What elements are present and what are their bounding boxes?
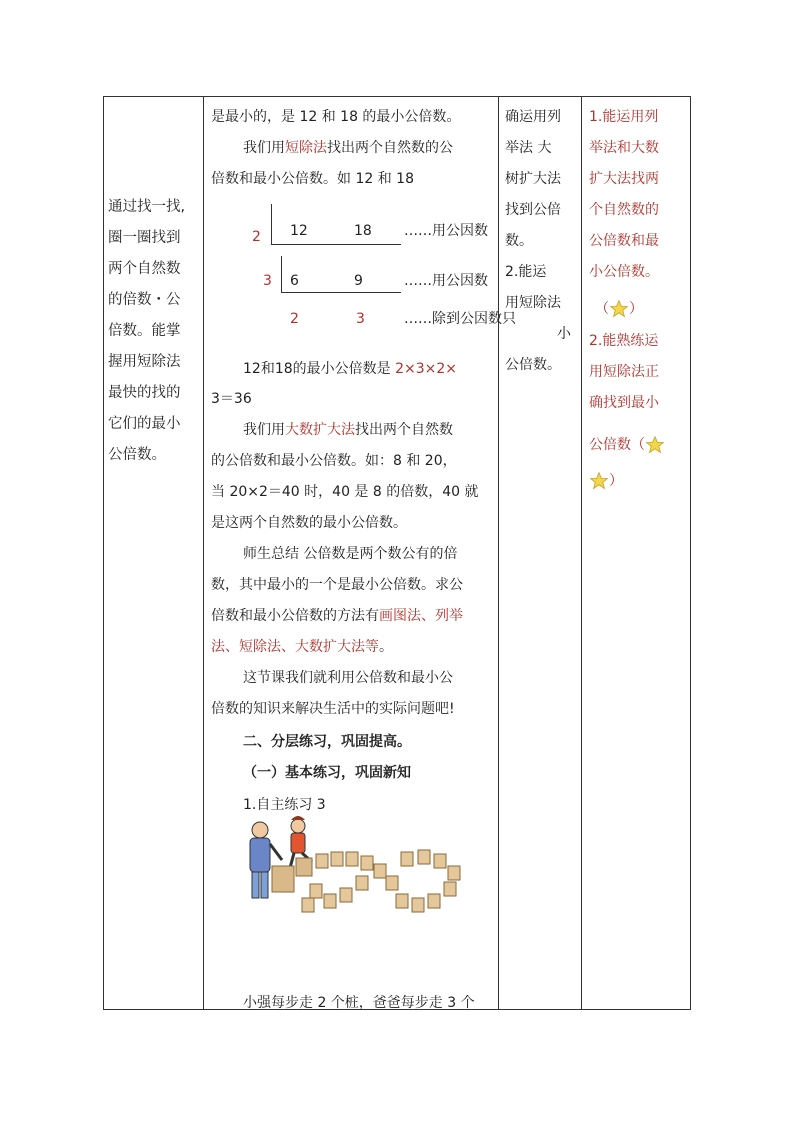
stump-icon xyxy=(374,864,386,878)
paragraph-line: 的公倍数和最小公倍数。如：8 和 20， xyxy=(211,453,457,469)
result-expression: 2×3×2× xyxy=(395,361,458,377)
stump-icon xyxy=(302,898,314,912)
goal-line: 公倍数。 xyxy=(108,447,166,463)
stump-icon xyxy=(324,894,336,908)
method-line: 用短除法 xyxy=(505,295,561,311)
goal-line: 握用短除法 xyxy=(108,354,181,370)
goal-line: 两个自然数 xyxy=(108,261,181,277)
short-division-line: 倍数和最小公倍数。如 12 和 18 xyxy=(211,171,414,187)
stump-icon xyxy=(356,876,368,890)
column-divider xyxy=(581,96,582,1010)
exercise-text: 小强每步走 2 个桩，爸爸每步走 3 个 xyxy=(243,995,475,1011)
objective-line: 扩大法找两 xyxy=(589,171,659,187)
final-quotient: 2 xyxy=(290,311,299,327)
division-bracket xyxy=(281,292,401,293)
methods-term: 画图法、列举 xyxy=(379,608,463,624)
stepping-stumps-illustration xyxy=(236,814,468,914)
result-line: 3＝36 xyxy=(211,391,252,407)
divisor: 2 xyxy=(252,229,261,245)
stump-icon xyxy=(361,856,373,870)
method-line: 公倍数。 xyxy=(505,357,561,373)
rating-paren: 公倍数（ xyxy=(589,430,665,461)
stump-icon xyxy=(296,858,312,876)
summary-paragraph: 师生总结 公倍数是两个数公有的倍 xyxy=(243,546,458,562)
stump-icon xyxy=(428,894,440,908)
stump-icon xyxy=(316,854,328,868)
paragraph-line: 法、短除法、大数扩大法等。 xyxy=(211,639,393,655)
stump-icon xyxy=(434,854,446,868)
objective-line: 个自然数的 xyxy=(589,202,659,218)
goal-line: 通过找一找, xyxy=(108,199,186,215)
objective-line: 小公倍数。 xyxy=(589,264,659,280)
quotient: 9 xyxy=(354,273,363,289)
star-icon xyxy=(589,471,609,491)
stump-icon xyxy=(401,852,413,866)
goal-column xyxy=(108,192,198,471)
division-note: ……用公因数 xyxy=(404,223,488,239)
division-bracket xyxy=(271,204,272,244)
dividend: 18 xyxy=(354,223,372,239)
stump-icon xyxy=(396,894,408,908)
objective-line: 2.能熟练运 xyxy=(589,333,659,349)
stump-icon xyxy=(346,852,358,866)
column-divider xyxy=(203,96,204,1010)
big-number-term: 大数扩大法 xyxy=(285,422,355,438)
paragraph-line: 倍数和最小公倍数的方法有画图法、列举 xyxy=(211,608,463,624)
goal-line: 的倍数・公 xyxy=(108,292,181,308)
rating-paren: ） xyxy=(589,466,623,497)
objective-line: 举法和大数 xyxy=(589,140,659,156)
paragraph-line: 数，其中最小的一个是最小公倍数。求公 xyxy=(211,577,463,593)
quotient: 6 xyxy=(290,273,299,289)
method-line: 举法 大 xyxy=(505,140,552,156)
objective-line: 1.能运用列 xyxy=(589,109,659,125)
objective-line: 公倍数和最 xyxy=(589,233,659,249)
star-icon xyxy=(609,299,629,319)
division-bracket xyxy=(281,256,282,292)
paragraph-line: 倍数的知识来解决生活中的实际问题吧! xyxy=(211,701,455,717)
paragraph-line: 当 20×2＝40 时，40 是 8 的倍数，40 就 xyxy=(211,484,479,500)
short-division-paragraph: 我们用短除法找出两个自然数的公 xyxy=(243,140,453,156)
method-line: 确运用列 xyxy=(505,109,561,125)
paragraph-line: 是这两个自然数的最小公倍数。 xyxy=(211,515,407,531)
intro-line: 是最小的，是 12 和 18 的最小公倍数。 xyxy=(211,109,461,125)
method-line: 数。 xyxy=(505,233,533,249)
big-number-paragraph: 我们用大数扩大法找出两个自然数 xyxy=(243,422,453,438)
stump-icon xyxy=(412,898,424,912)
objective-line: 用短除法正 xyxy=(589,364,659,380)
method-line: 小 xyxy=(557,326,571,342)
stump-icon xyxy=(272,866,294,892)
result-line: 12和18的最小公倍数是 2×3×2× xyxy=(243,361,458,377)
method-line: 找到公倍 xyxy=(505,202,561,218)
goal-line: 圈一圈找到 xyxy=(108,230,181,246)
section-heading: 二、分层练习，巩固提高。 xyxy=(243,734,411,750)
stump-icon xyxy=(448,866,460,880)
divisor: 3 xyxy=(263,273,272,289)
stump-icon xyxy=(310,884,322,898)
goal-line: 它们的最小 xyxy=(108,416,181,432)
dividend: 12 xyxy=(290,223,308,239)
stump-icon xyxy=(444,882,456,896)
goal-line: 倍数。能掌 xyxy=(108,323,181,339)
exercise-label: 1.自主练习 3 xyxy=(243,797,326,813)
star-icon xyxy=(645,435,665,455)
method-line: 树扩大法 xyxy=(505,171,561,187)
stump-icon xyxy=(418,850,430,864)
method-line: 2.能运 xyxy=(505,264,547,280)
subsection-heading: （一）基本练习，巩固新知 xyxy=(243,765,411,781)
short-division-term: 短除法 xyxy=(285,140,327,156)
lesson-paragraph: 这节课我们就利用公倍数和最小公 xyxy=(243,670,453,686)
methods-term: 法、短除法、大数扩大法等 xyxy=(211,639,379,655)
stump-icon xyxy=(340,888,352,902)
short-division-diagram xyxy=(208,204,516,327)
stump-icon xyxy=(386,876,398,890)
stump-icon xyxy=(331,852,343,866)
division-note: ……用公因数 xyxy=(404,273,488,289)
goal-line: 最快的找的 xyxy=(108,385,181,401)
column-divider xyxy=(498,96,499,1010)
objective-line: 确找到最小 xyxy=(589,395,659,411)
final-quotient: 3 xyxy=(356,311,365,327)
division-note: ……除到公因数只 xyxy=(404,311,516,327)
rating-paren: （ ） xyxy=(595,301,643,317)
